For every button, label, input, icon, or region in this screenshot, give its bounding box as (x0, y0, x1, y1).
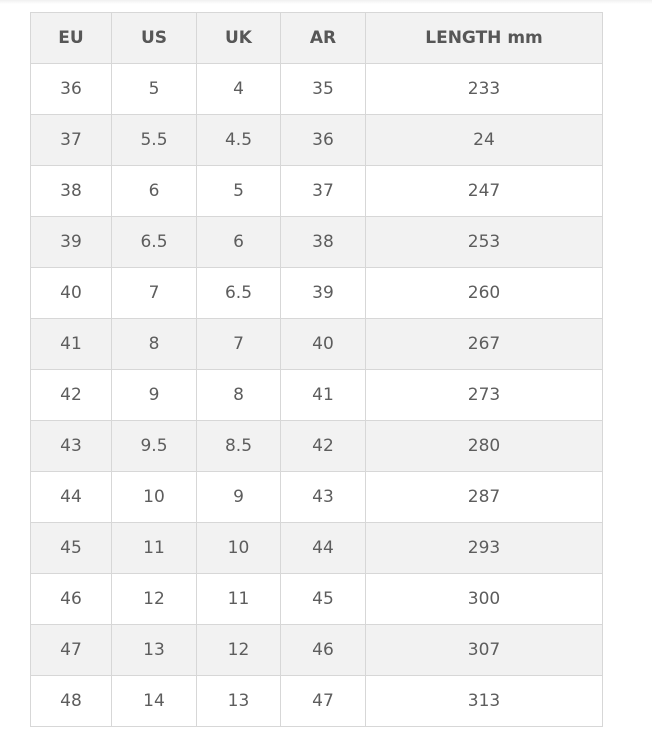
cell-us: 8 (112, 319, 197, 370)
column-header-ar: AR (281, 13, 366, 64)
column-header-eu: EU (31, 13, 112, 64)
table-row (31, 625, 603, 676)
cell-length: 273 (366, 370, 603, 421)
cell-us: 6 (112, 166, 197, 217)
cell-us: 14 (112, 676, 197, 727)
cell-us: 12 (112, 574, 197, 625)
cell-eu: 46 (31, 574, 112, 625)
cell-length: 233 (366, 64, 603, 115)
cell-uk: 4.5 (197, 115, 281, 166)
cell-uk: 8.5 (197, 421, 281, 472)
cell-length: 293 (366, 523, 603, 574)
cell-us: 11 (112, 523, 197, 574)
cell-ar: 36 (281, 115, 366, 166)
table-row (31, 574, 603, 625)
table-row (31, 166, 603, 217)
cell-ar: 47 (281, 676, 366, 727)
cell-length: 253 (366, 217, 603, 268)
cell-eu: 44 (31, 472, 112, 523)
cell-us: 5 (112, 64, 197, 115)
table-header (31, 13, 603, 64)
cell-eu: 37 (31, 115, 112, 166)
table-row (31, 268, 603, 319)
cell-ar: 46 (281, 625, 366, 676)
column-header-us: US (112, 13, 197, 64)
cell-eu: 43 (31, 421, 112, 472)
cell-uk: 6 (197, 217, 281, 268)
cell-eu: 36 (31, 64, 112, 115)
cell-us: 9 (112, 370, 197, 421)
cell-ar: 44 (281, 523, 366, 574)
cell-uk: 4 (197, 64, 281, 115)
cell-uk: 6.5 (197, 268, 281, 319)
cell-length: 313 (366, 676, 603, 727)
table-row (31, 319, 603, 370)
table-row (31, 217, 603, 268)
top-edge-shadow (0, 0, 652, 4)
size-chart-table (30, 12, 603, 727)
cell-ar: 37 (281, 166, 366, 217)
cell-eu: 48 (31, 676, 112, 727)
cell-length: 247 (366, 166, 603, 217)
cell-uk: 12 (197, 625, 281, 676)
cell-length: 300 (366, 574, 603, 625)
cell-ar: 45 (281, 574, 366, 625)
cell-eu: 40 (31, 268, 112, 319)
cell-uk: 10 (197, 523, 281, 574)
table-row (31, 676, 603, 727)
cell-ar: 42 (281, 421, 366, 472)
cell-length: 307 (366, 625, 603, 676)
cell-eu: 38 (31, 166, 112, 217)
cell-eu: 47 (31, 625, 112, 676)
column-header-length: LENGTH mm (366, 13, 603, 64)
table-row (31, 421, 603, 472)
cell-uk: 9 (197, 472, 281, 523)
cell-uk: 13 (197, 676, 281, 727)
header-row (31, 13, 603, 64)
cell-uk: 8 (197, 370, 281, 421)
cell-ar: 39 (281, 268, 366, 319)
cell-eu: 42 (31, 370, 112, 421)
table-row (31, 370, 603, 421)
table-row (31, 523, 603, 574)
column-header-uk: UK (197, 13, 281, 64)
table-row (31, 115, 603, 166)
table-row (31, 472, 603, 523)
cell-eu: 41 (31, 319, 112, 370)
cell-ar: 40 (281, 319, 366, 370)
cell-us: 7 (112, 268, 197, 319)
cell-us: 9.5 (112, 421, 197, 472)
cell-ar: 35 (281, 64, 366, 115)
cell-uk: 5 (197, 166, 281, 217)
cell-eu: 39 (31, 217, 112, 268)
cell-ar: 43 (281, 472, 366, 523)
cell-ar: 38 (281, 217, 366, 268)
cell-us: 5.5 (112, 115, 197, 166)
cell-us: 10 (112, 472, 197, 523)
cell-uk: 11 (197, 574, 281, 625)
cell-ar: 41 (281, 370, 366, 421)
cell-eu: 45 (31, 523, 112, 574)
cell-uk: 7 (197, 319, 281, 370)
cell-length: 287 (366, 472, 603, 523)
cell-length: 24 (366, 115, 603, 166)
cell-us: 13 (112, 625, 197, 676)
cell-us: 6.5 (112, 217, 197, 268)
table-row (31, 64, 603, 115)
cell-length: 267 (366, 319, 603, 370)
cell-length: 280 (366, 421, 603, 472)
table-body (31, 64, 603, 727)
cell-length: 260 (366, 268, 603, 319)
